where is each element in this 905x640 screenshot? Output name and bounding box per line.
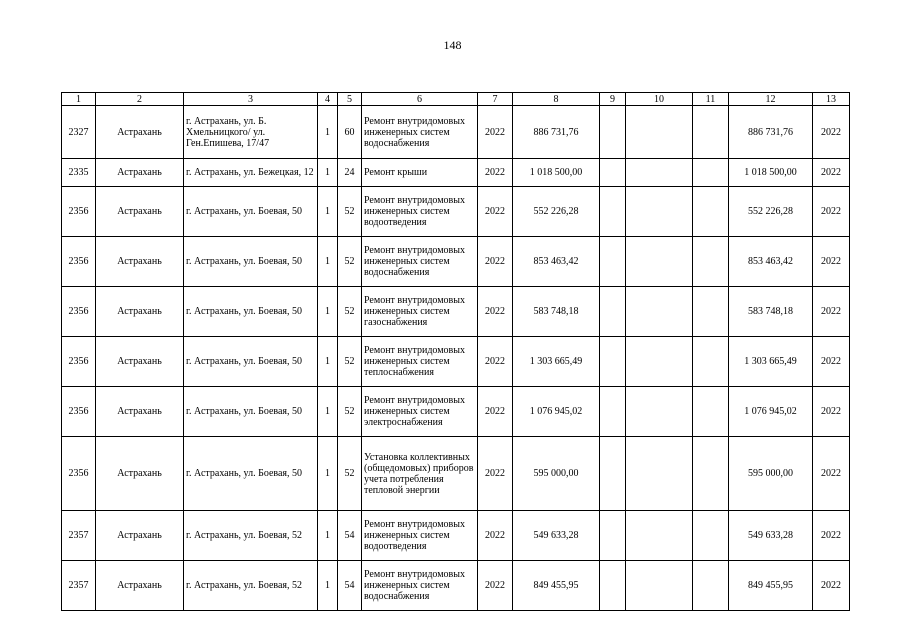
column-header: 13	[813, 93, 850, 106]
column-header: 8	[513, 93, 600, 106]
cell-service: Ремонт внутридомовых инженерных систем водоотведения	[362, 511, 478, 561]
cell-year: 2022	[478, 337, 513, 387]
cell-cost: 583 748,18	[513, 287, 600, 337]
cell-id: 2356	[62, 437, 96, 511]
cell-year: 2022	[478, 187, 513, 237]
cell-col-9	[600, 287, 626, 337]
cell-col-5: 54	[338, 511, 362, 561]
cell-id: 2356	[62, 337, 96, 387]
cell-col-5: 24	[338, 159, 362, 187]
cell-address: г. Астрахань, ул. Боевая, 50	[184, 237, 318, 287]
cell-service: Ремонт внутридомовых инженерных систем электроснабжения	[362, 387, 478, 437]
cell-col-5: 52	[338, 237, 362, 287]
cell-total: 549 633,28	[729, 511, 813, 561]
cell-col-10	[626, 187, 693, 237]
cell-service: Установка коллективных (общедомовых) приборов учета потребления тепловой энергии	[362, 437, 478, 511]
cell-city: Астрахань	[96, 387, 184, 437]
cell-col-10	[626, 237, 693, 287]
cell-col-4: 1	[318, 437, 338, 511]
cell-cost: 595 000,00	[513, 437, 600, 511]
cell-city: Астрахань	[96, 437, 184, 511]
cell-col-10	[626, 159, 693, 187]
cell-col-10	[626, 511, 693, 561]
table-row	[62, 187, 850, 237]
register-table	[61, 92, 850, 611]
cell-col-5: 52	[338, 287, 362, 337]
cell-address: г. Астрахань, ул. Боевая, 50	[184, 287, 318, 337]
cell-col-4: 1	[318, 159, 338, 187]
cell-service: Ремонт внутридомовых инженерных систем водоснабжения	[362, 106, 478, 159]
cell-col-9	[600, 437, 626, 511]
cell-col-9	[600, 106, 626, 159]
cell-service: Ремонт внутридомовых инженерных систем водоотведения	[362, 187, 478, 237]
cell-col-10	[626, 387, 693, 437]
cell-end-year: 2022	[813, 561, 850, 611]
column-header: 1	[62, 93, 96, 106]
cell-col-5: 54	[338, 561, 362, 611]
cell-total: 595 000,00	[729, 437, 813, 511]
cell-address: г. Астрахань, ул. Боевая, 52	[184, 561, 318, 611]
cell-col-10	[626, 287, 693, 337]
column-header: 4	[318, 93, 338, 106]
cell-col-4: 1	[318, 337, 338, 387]
cell-id: 2356	[62, 187, 96, 237]
cell-end-year: 2022	[813, 511, 850, 561]
cell-cost: 1 018 500,00	[513, 159, 600, 187]
page-number: 148	[443, 38, 462, 52]
cell-col-4: 1	[318, 187, 338, 237]
cell-year: 2022	[478, 287, 513, 337]
cell-city: Астрахань	[96, 187, 184, 237]
cell-address: г. Астрахань, ул. Боевая, 52	[184, 511, 318, 561]
cell-col-9	[600, 511, 626, 561]
cell-cost: 849 455,95	[513, 561, 600, 611]
table-row	[62, 287, 850, 337]
cell-col-11	[693, 561, 729, 611]
column-header: 11	[693, 93, 729, 106]
cell-id: 2327	[62, 106, 96, 159]
column-header: 10	[626, 93, 693, 106]
cell-id: 2356	[62, 287, 96, 337]
cell-col-11	[693, 159, 729, 187]
cell-col-5: 52	[338, 387, 362, 437]
cell-cost: 549 633,28	[513, 511, 600, 561]
cell-service: Ремонт внутридомовых инженерных систем водоснабжения	[362, 237, 478, 287]
cell-address: г. Астрахань, ул. Боевая, 50	[184, 437, 318, 511]
cell-service: Ремонт внутридомовых инженерных систем теплоснабжения	[362, 337, 478, 387]
cell-col-9	[600, 561, 626, 611]
column-header: 7	[478, 93, 513, 106]
cell-col-10	[626, 106, 693, 159]
column-header: 2	[96, 93, 184, 106]
column-header: 6	[362, 93, 478, 106]
cell-cost: 552 226,28	[513, 187, 600, 237]
cell-total: 1 018 500,00	[729, 159, 813, 187]
table-row	[62, 561, 850, 611]
cell-end-year: 2022	[813, 106, 850, 159]
cell-city: Астрахань	[96, 106, 184, 159]
cell-col-11	[693, 187, 729, 237]
cell-year: 2022	[478, 387, 513, 437]
cell-total: 853 463,42	[729, 237, 813, 287]
column-header: 9	[600, 93, 626, 106]
cell-end-year: 2022	[813, 237, 850, 287]
cell-service: Ремонт внутридомовых инженерных систем водоснабжения	[362, 561, 478, 611]
cell-total: 1 303 665,49	[729, 337, 813, 387]
cell-col-10	[626, 337, 693, 387]
cell-address: г. Астрахань, ул. Б. Хмельницкого/ ул. Ген.Епишева, 17/47	[184, 106, 318, 159]
cell-id: 2357	[62, 561, 96, 611]
cell-cost: 886 731,76	[513, 106, 600, 159]
cell-col-11	[693, 237, 729, 287]
table-row	[62, 106, 850, 159]
cell-address: г. Астрахань, ул. Боевая, 50	[184, 337, 318, 387]
cell-col-9	[600, 387, 626, 437]
cell-col-11	[693, 106, 729, 159]
cell-end-year: 2022	[813, 287, 850, 337]
cell-address: г. Астрахань, ул. Боевая, 50	[184, 387, 318, 437]
cell-year: 2022	[478, 561, 513, 611]
cell-address: г. Астрахань, ул. Бежецкая, 12	[184, 159, 318, 187]
cell-col-9	[600, 337, 626, 387]
cell-col-11	[693, 337, 729, 387]
table-row	[62, 387, 850, 437]
cell-col-4: 1	[318, 106, 338, 159]
cell-end-year: 2022	[813, 159, 850, 187]
cell-col-5: 60	[338, 106, 362, 159]
cell-end-year: 2022	[813, 187, 850, 237]
cell-total: 849 455,95	[729, 561, 813, 611]
column-header: 12	[729, 93, 813, 106]
cell-col-11	[693, 437, 729, 511]
cell-col-4: 1	[318, 237, 338, 287]
cell-cost: 1 076 945,02	[513, 387, 600, 437]
cell-col-11	[693, 387, 729, 437]
cell-end-year: 2022	[813, 337, 850, 387]
cell-col-4: 1	[318, 387, 338, 437]
cell-total: 886 731,76	[729, 106, 813, 159]
cell-id: 2356	[62, 237, 96, 287]
cell-col-4: 1	[318, 287, 338, 337]
cell-year: 2022	[478, 159, 513, 187]
table-row	[62, 159, 850, 187]
cell-id: 2356	[62, 387, 96, 437]
cell-col-5: 52	[338, 337, 362, 387]
cell-city: Астрахань	[96, 337, 184, 387]
table-row	[62, 437, 850, 511]
cell-col-5: 52	[338, 187, 362, 237]
table-row	[62, 237, 850, 287]
column-header: 5	[338, 93, 362, 106]
cell-id: 2335	[62, 159, 96, 187]
cell-year: 2022	[478, 511, 513, 561]
cell-service: Ремонт внутридомовых инженерных систем газоснабжения	[362, 287, 478, 337]
cell-total: 552 226,28	[729, 187, 813, 237]
cell-col-10	[626, 561, 693, 611]
column-header: 3	[184, 93, 318, 106]
cell-total: 583 748,18	[729, 287, 813, 337]
cell-year: 2022	[478, 106, 513, 159]
cell-col-9	[600, 159, 626, 187]
cell-col-5: 52	[338, 437, 362, 511]
cell-col-10	[626, 437, 693, 511]
table-row	[62, 337, 850, 387]
cell-year: 2022	[478, 237, 513, 287]
cell-cost: 1 303 665,49	[513, 337, 600, 387]
cell-city: Астрахань	[96, 159, 184, 187]
cell-col-11	[693, 287, 729, 337]
table-row	[62, 511, 850, 561]
cell-end-year: 2022	[813, 437, 850, 511]
cell-city: Астрахань	[96, 237, 184, 287]
cell-service: Ремонт крыши	[362, 159, 478, 187]
cell-address: г. Астрахань, ул. Боевая, 50	[184, 187, 318, 237]
cell-col-4: 1	[318, 561, 338, 611]
cell-year: 2022	[478, 437, 513, 511]
cell-col-9	[600, 187, 626, 237]
cell-city: Астрахань	[96, 287, 184, 337]
cell-city: Астрахань	[96, 511, 184, 561]
cell-cost: 853 463,42	[513, 237, 600, 287]
cell-end-year: 2022	[813, 387, 850, 437]
cell-total: 1 076 945,02	[729, 387, 813, 437]
cell-col-11	[693, 511, 729, 561]
header-row	[62, 93, 850, 106]
cell-col-4: 1	[318, 511, 338, 561]
cell-id: 2357	[62, 511, 96, 561]
cell-col-9	[600, 237, 626, 287]
cell-city: Астрахань	[96, 561, 184, 611]
